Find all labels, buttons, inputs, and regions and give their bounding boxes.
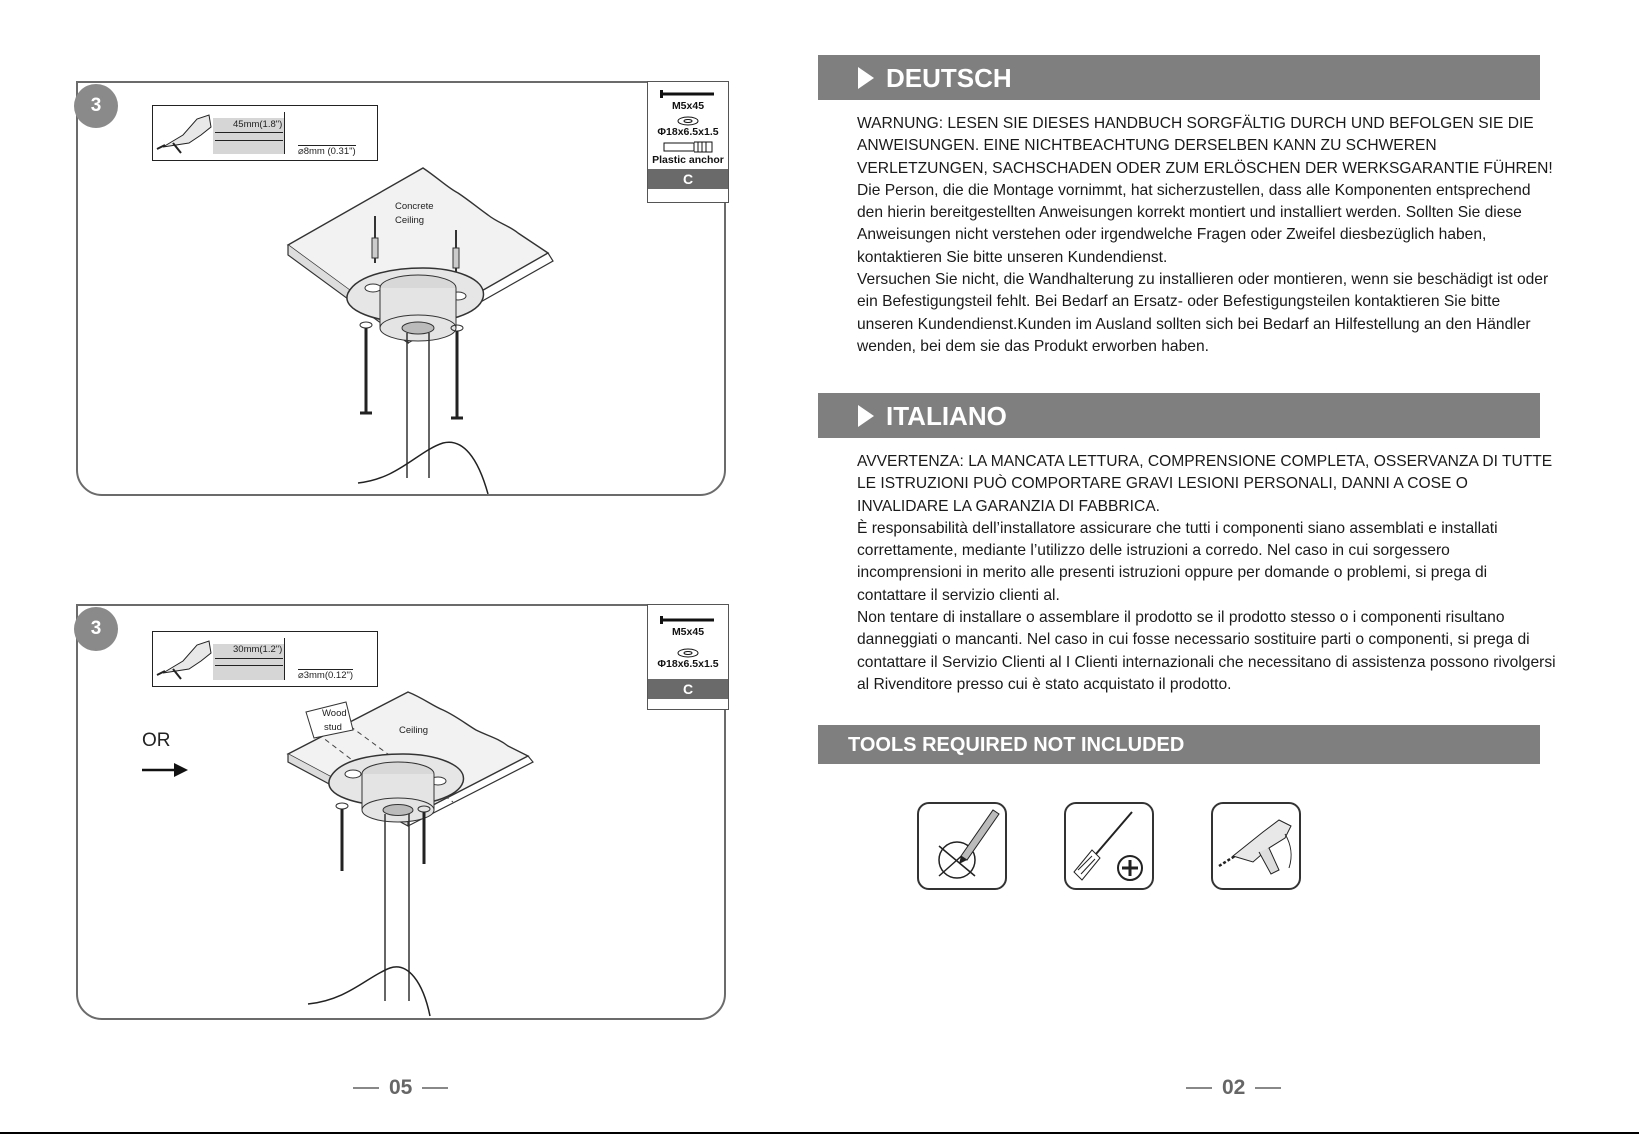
paragraph: Versuchen Sie nicht, die Wandhalterung zu installieren oder montieren, wenn sie beschädigt ist oder ein Befestigungsteil fehlt. Bei Bedarf an Ersatz- oder Befestigungsteilen kontaktieren Sie bitte unseren Kundendienst.Kunden im Ausland sollten sich bei Bedarf an Hilfestellung an den Händler wenden, bei dem sie das Produkt erworben haben. bbox=[857, 271, 1549, 355]
step-panel-concrete bbox=[76, 81, 726, 496]
tool-drill bbox=[1211, 802, 1301, 890]
drill-diameter-label: ⌀8mm (0.31") bbox=[298, 146, 356, 157]
part-label: M5x45 bbox=[671, 100, 705, 112]
pencil-icon bbox=[919, 804, 1005, 888]
step-number-badge: 3 bbox=[74, 84, 118, 128]
screw-icon bbox=[658, 614, 718, 626]
triangle-marker-icon bbox=[858, 405, 874, 427]
drill-icon bbox=[155, 109, 215, 155]
tool-pencil bbox=[917, 802, 1007, 890]
drill-spec-box bbox=[152, 105, 378, 161]
section-body-italiano bbox=[857, 451, 1557, 696]
step-number-badge: 3 bbox=[74, 607, 118, 651]
page-number-left bbox=[353, 1076, 448, 1100]
page-number-text: 02 bbox=[1222, 1076, 1246, 1099]
parts-legend bbox=[647, 604, 729, 710]
washer-icon bbox=[676, 116, 700, 126]
part-letter: C bbox=[648, 679, 728, 699]
part-label: Φ18x6.5x1.5 bbox=[657, 126, 719, 138]
arrow-right-icon bbox=[140, 760, 190, 780]
drill-diameter-label: ⌀3mm(0.12") bbox=[298, 670, 354, 681]
triangle-marker-icon bbox=[858, 67, 874, 89]
paragraph: Die Person, die die Montage vornimmt, hat sicherzustellen, dass alle Komponenten entsprechend den hierin bereitgestellten Anweisungen korrekt montiert und installiert werden. Sollten Sie diese Anweisungen nicht verstehen oder irgendwelche Fragen oder Zweifel diesbezüglich haben, kontaktieren Sie bitte unseren Kundendienst. bbox=[857, 181, 1531, 266]
part-label: M5x45 bbox=[671, 626, 705, 638]
or-label: OR bbox=[142, 730, 171, 751]
phillips-screwdriver-icon bbox=[1066, 804, 1152, 888]
drill-depth-label: 45mm(1.8") bbox=[233, 119, 283, 130]
part-letter: C bbox=[648, 169, 728, 189]
bottom-rule bbox=[0, 1132, 1639, 1134]
paragraph: WARNUNG: LESEN SIE DIESES HANDBUCH SORGFÄLTIG DURCH UND BEFOLGEN SIE DIE ANWEISUNGEN. EINE NICHTBEACHTUNG DERSELBEN KANN ZU SCHWEREN VERLETZUNGEN, SACHSCHADEN ODER ZUM ERLÖSCHEN DER WERKSGARANTIE FÜHREN! bbox=[857, 115, 1553, 177]
section-body-deutsch bbox=[857, 113, 1557, 358]
part-label: Φ18x6.5x1.5 bbox=[657, 658, 719, 670]
section-title: ITALIANO bbox=[886, 401, 1007, 431]
parts-legend bbox=[647, 81, 729, 203]
section-header-italiano bbox=[818, 393, 1540, 438]
paragraph: Non tentare di installare o assemblare il prodotto se il prodotto stesso o i componenti risultano danneggiati o mancanti. Nel caso in cui fosse necessario sostituire parti o componenti, si prega di contattare il Servizio Clienti al I Clienti internazionali che necessitano di assistenza possono rivolgersi al Rivenditore presso cui è stato acquistato il prodotto. bbox=[857, 609, 1556, 693]
tools-header bbox=[818, 725, 1540, 764]
part-label: Plastic anchor bbox=[652, 154, 724, 166]
section-title: DEUTSCH bbox=[886, 63, 1012, 93]
page-number-right bbox=[1186, 1076, 1281, 1100]
surface-label: Concrete bbox=[395, 201, 434, 212]
section-header-deutsch bbox=[818, 55, 1540, 100]
plastic-anchor-icon bbox=[658, 140, 718, 154]
power-drill-icon bbox=[1213, 804, 1299, 888]
surface-label: Ceiling bbox=[395, 215, 425, 226]
drill-icon bbox=[155, 635, 215, 681]
surface-label: Wood bbox=[322, 708, 347, 719]
screw-icon bbox=[658, 88, 718, 100]
step-panel-wood bbox=[76, 604, 726, 1020]
page-number-text: 05 bbox=[389, 1076, 413, 1099]
paragraph: AVVERTENZA: LA MANCATA LETTURA, COMPRENSIONE COMPLETA, OSSERVANZA DI TUTTE LE ISTRUZIONI PUÒ COMPORTARE GRAVI LESIONI PERSONALI, DANNI A COSE O INVALIDARE LA GARANZIA DI FABBRICA. bbox=[857, 453, 1553, 515]
drill-depth-label: 30mm(1.2") bbox=[233, 644, 283, 655]
tool-screwdriver bbox=[1064, 802, 1154, 890]
washer-icon bbox=[676, 648, 700, 658]
surface-label: stud bbox=[324, 722, 342, 733]
paragraph: È responsabilità dell’installatore assicurare che tutti i componenti siano assemblati e installati correttamente, mediante l’utilizzo delle istruzioni a corredo. Nel caso in cui sorgessero incomprensioni in merito alle presenti istruzioni oppure per domande o problemi, si prega di contattare il servizio clienti al. bbox=[857, 519, 1498, 604]
drill-spec-box bbox=[152, 631, 378, 687]
surface-label: Ceiling bbox=[399, 725, 429, 736]
tools-title: TOOLS REQUIRED NOT INCLUDED bbox=[848, 734, 1185, 756]
